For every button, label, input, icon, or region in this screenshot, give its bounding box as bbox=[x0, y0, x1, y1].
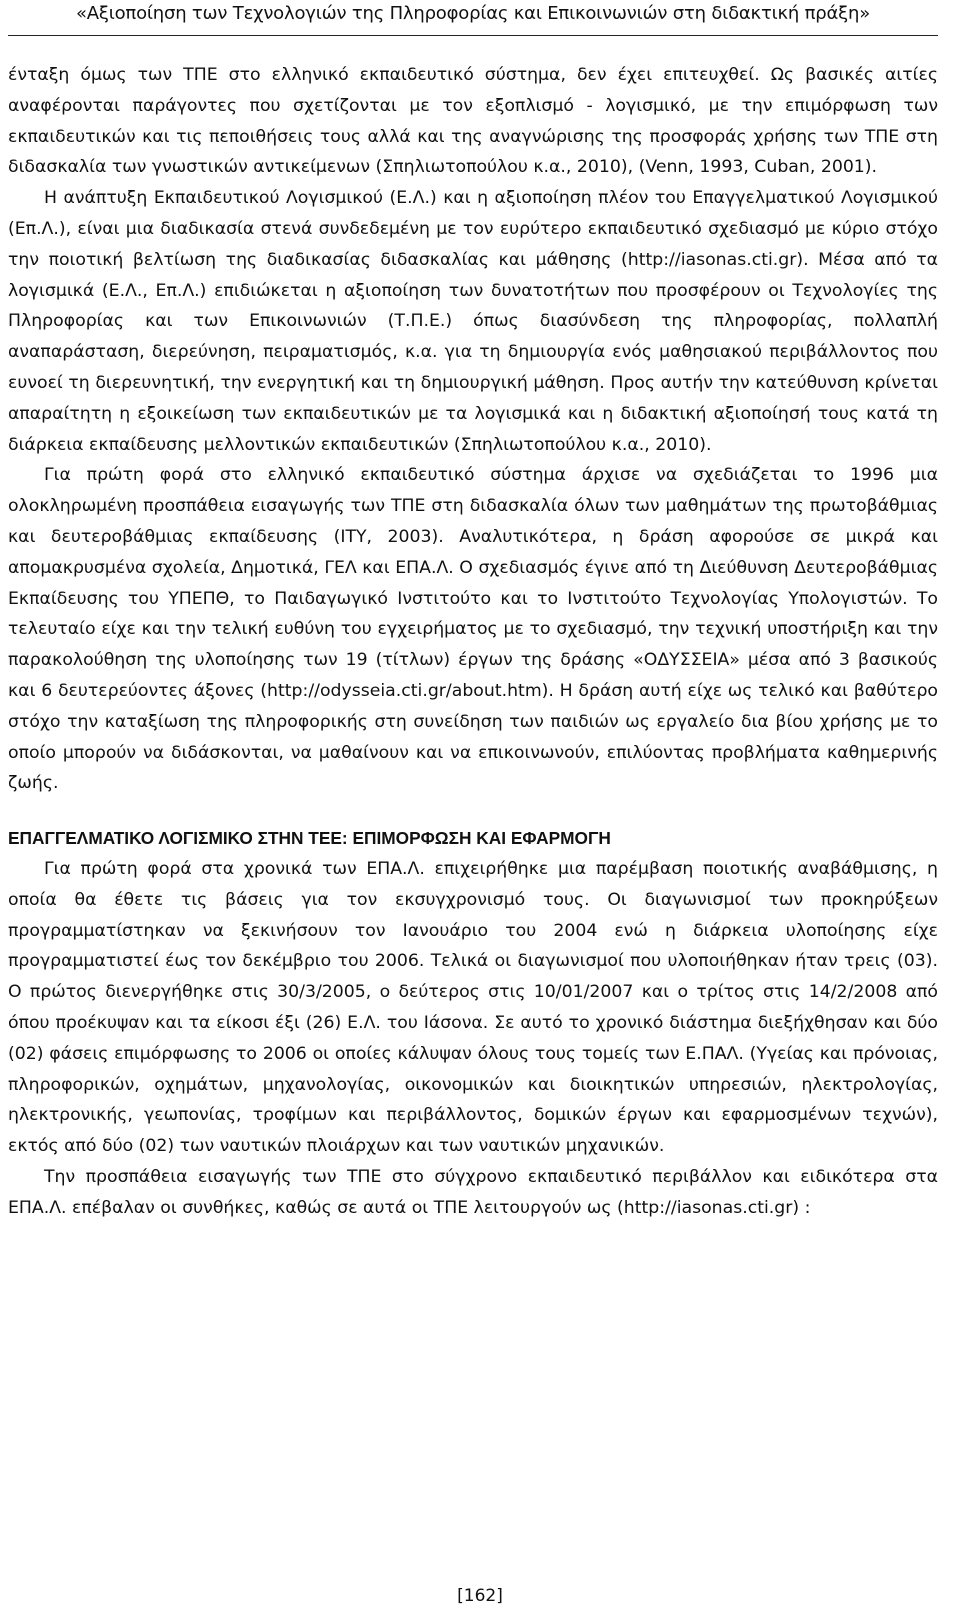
paragraph: ένταξη όμως των ΤΠΕ στο ελληνικό εκπαιδευτικό σύστημα, δεν έχει επιτευχθεί. Ως βασικές αιτίες αναφέρονται παράγοντες που σχετίζονται με τον εξοπλισμό - λογισμικό, με την επιμόρφωση των εκπαιδευτικών και τις πεποιθήσεις τους αλλά και της αναγνώρισης της προσφοράς χρήσης των ΤΠΕ στη διδασκαλία των γνωστικών αντικείμενων (Σπηλιωτοπούλου κ.α., 2010), (Venn, 1993, Cuban, 2001). bbox=[8, 65, 938, 178]
paragraph: Η ανάπτυξη Εκπαιδευτικού Λογισμικού (Ε.Λ.) και η αξιοποίηση πλέον του Επαγγελματικού Λογισμικού (Επ.Λ.), είναι μια διαδικασία στενά συνδεδεμένη με τον ευρύτερο εκπαιδευτικό σχεδιασμό με κύριο στόχο την ποιοτική βελτίωση της διαδικασίας διδασκαλίας και μάθησης (http://iasonas.cti.gr). Μέσα από τα λογισμικά (Ε.Λ., Επ.Λ.) επιδιώκεται η αξιοποίηση των δυνατοτήτων που προσφέρουν οι Τεχνολογίες της Πληροφορίας και των Επικοινωνιών (Τ.Π.Ε.) όπως διασύνδεση της πληροφορίας, πολλαπλή αναπαράσταση, διερεύνηση, πειραματισμός, κ.α. για τη δημιουργία ενός μαθησιακού περιβάλλοντος που ευνοεί τη διερευνητική, την ενεργητική και τη δημιουργική μάθηση. Προς αυτήν την κατεύθυνση κρίνεται απαραίτητη η εξοικείωση των εκπαιδευτικών με τα λογισμικά και η διδακτική αξιοποίησή τους κατά τη διάρκεια εκπαίδευσης μελλοντικών εκπαιδευτικών (Σπηλιωτοπούλου κ.α., 2010). bbox=[8, 188, 938, 455]
section-heading: ΕΠΑΓΓΕΛΜΑΤΙΚΟ ΛΟΓΙΣΜΙΚΟ ΣΤΗΝ ΤΕΕ: ΕΠΙΜΟΡΦΩΣΗ ΚΑΙ ΕΦΑΡΜΟΓΗ bbox=[8, 828, 611, 849]
running-header: «Αξιοποίηση των Τεχνολογιών της Πληροφορίας και Επικοινωνιών στη διδακτική πράξη» bbox=[75, 3, 871, 24]
page-number: [162] bbox=[457, 1586, 503, 1606]
paragraph: Για πρώτη φορά στο ελληνικό εκπαιδευτικό σύστημα άρχισε να σχεδιάζεται το 1996 μια ολοκληρωμένη προσπάθεια εισαγωγής των ΤΠΕ στη διδασκαλία όλων των μαθημάτων της πρωτοβάθμιας και δευτεροβάθμιας εκπαίδευσης (ΙΤΥ, 2003). Αναλυτικότερα, η δράση αφορούσε σε μικρά και απομακρυσμένα σχολεία, Δημοτικά, ΓΕΛ και ΕΠΑ.Λ. Ο σχεδιασμός έγινε από τη Διεύθυνση Δευτεροβάθμιας Εκπαίδευσης του ΥΠΕΠΘ, το Παιδαγωγικό Ινστιτούτο και το Ινστιτούτο Τεχνολογίας Υπολογιστών. Το τελευταίο είχε και την τελική ευθύνη του εγχειρήματος με το σχεδιασμό, την τεχνική υποστήριξη και την παρακολούθηση της υλοποίησης των 19 (τίτλων) έργων της δράσης «ΟΔΥΣΣΕΙΑ» μέσα από 3 βασικούς και 6 δευτερεύοντες άξονες (http://odysseia.cti.gr/about.htm). Η δράση αυτή είχε ως τελικό και βαθύτερο στόχο την καταξίωση της πληροφορικής στη συνείδηση των παιδιών ως εργαλείο δια βίου χρήσης με το οποίο μπορούν να διδάσκονται, να μαθαίνουν και να επικοινωνούν, επιλύοντας προβλήματα καθημερινής ζωής. bbox=[8, 465, 938, 794]
paragraph: Την προσπάθεια εισαγωγής των ΤΠΕ στο σύγχρονο εκπαιδευτικό περιβάλλον και ειδικότερα στα ΕΠΑ.Λ. επέβαλαν οι συνθήκες, καθώς σε αυτά οι ΤΠΕ λειτουργούν ως (http://iasonas.cti.gr) : bbox=[8, 1166, 938, 1218]
header-rule bbox=[8, 35, 938, 36]
document-body bbox=[8, 60, 938, 1223]
paragraph: Για πρώτη φορά στα χρονικά των ΕΠΑ.Λ. επιχειρήθηκε μια παρέμβαση ποιοτικής αναβάθμισης, η οποία θα έθετε τις βάσεις για τον εκσυγχρονισμό τους. Οι διαγωνισμοί των προκηρύξεων προγραμματίστηκαν να ξεκινήσουν τον Ιανουάριο του 2004 ενώ η διάρκεια υλοποίησης είχε προγραμματιστεί έως τον δεκέμβριο του 2006. Τελικά οι διαγωνισμοί που υλοποιήθηκαν ήταν τρεις (03). Ο πρώτος διενεργήθηκε στις 30/3/2005, ο δεύτερος στις 10/01/2007 και ο τρίτος στις 14/2/2008 από όπου προέκυψαν και τα είκοσι έξι (26) Ε.Λ. του Ιάσονα. Σε αυτό το χρονικό διάστημα διεξήχθησαν και δύο (02) φάσεις επιμόρφωσης το 2006 οι οποίες κάλυψαν όλους τους τομείς των Ε.ΠΑΛ. (Υγείας και πρόνοιας, πληροφορικών, οχημάτων, μηχανολογίας, οικονομικών και διοικητικών υπηρεσιών, ηλεκτρολογίας, ηλεκτρονικής, γεωπονίας, τροφίμων και περιβάλλοντος, δομικών έργων και εφαρμοσμένων τεχνών), εκτός από δύο (02) των ναυτικών πλοιάρχων και των ναυτικών μηχανικών. bbox=[8, 858, 938, 1157]
